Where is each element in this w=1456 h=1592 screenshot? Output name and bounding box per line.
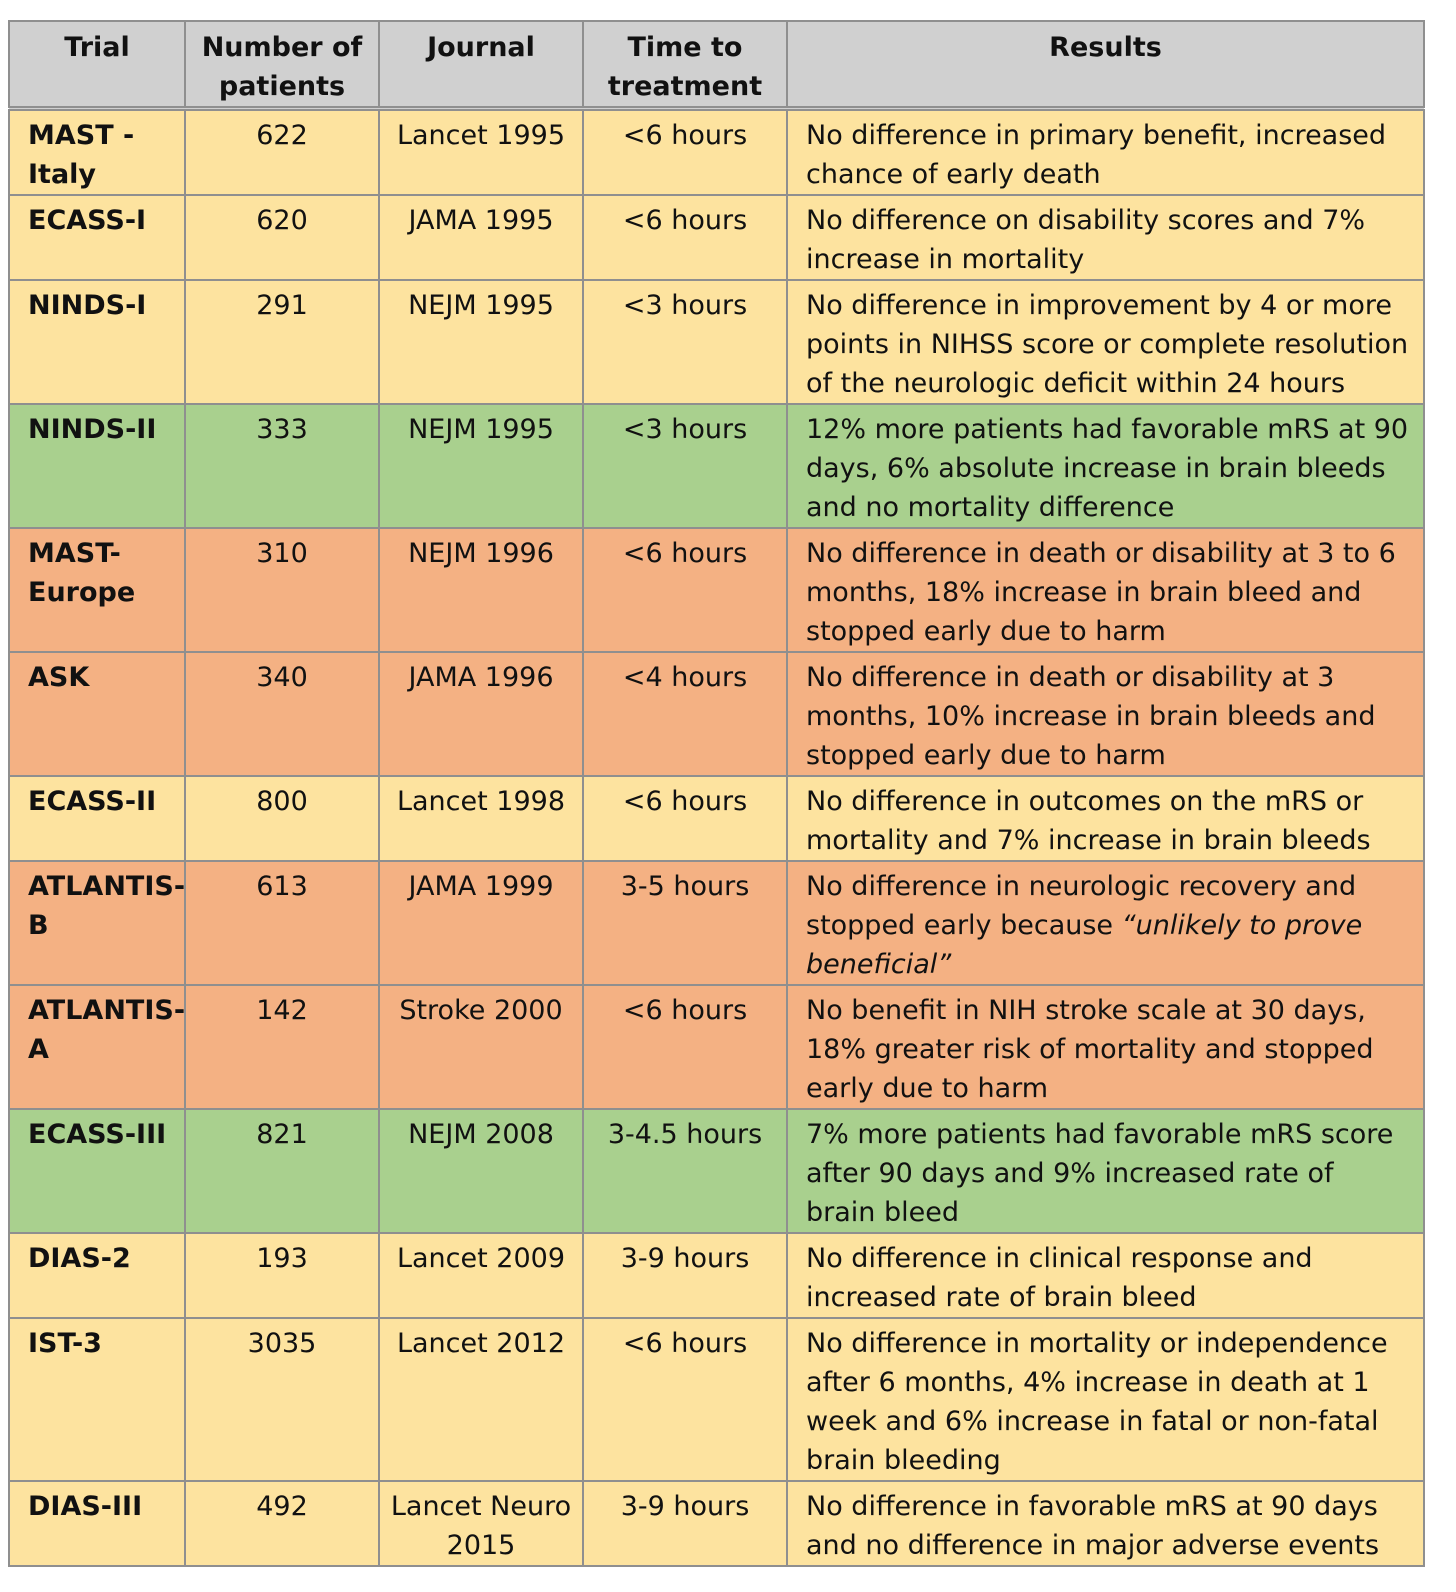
time-cell: <6 hours: [583, 776, 787, 861]
trial-cell: ECASS-I: [9, 195, 185, 280]
time-cell: <4 hours: [583, 652, 787, 776]
table-row: [9, 776, 1424, 861]
trial-cell: NINDS-I: [9, 280, 185, 404]
table-row: [9, 195, 1424, 280]
table-row: [9, 109, 1424, 196]
results-cell: [787, 1481, 1424, 1566]
time-cell: <3 hours: [583, 404, 787, 528]
results-text: No difference in improvement by 4 or more points in NIHSS score or complete resolution of the neurologic deficit within 24 hours: [806, 290, 1409, 399]
results-cell: [787, 652, 1424, 776]
journal-cell: NEJM 1995: [379, 280, 583, 404]
header-time: Time to treatment: [583, 21, 787, 109]
patients-cell: 310: [185, 528, 379, 652]
patients-cell: 291: [185, 280, 379, 404]
patients-cell: 613: [185, 861, 379, 985]
trial-cell: IST-3: [9, 1318, 185, 1481]
header-results: Results: [787, 21, 1424, 109]
trial-cell: DIAS-2: [9, 1233, 185, 1318]
trial-cell: ASK: [9, 652, 185, 776]
patients-cell: 142: [185, 985, 379, 1109]
results-cell: [787, 528, 1424, 652]
patients-cell: 622: [185, 109, 379, 196]
results-cell: [787, 776, 1424, 861]
results-cell: [787, 195, 1424, 280]
header-patients: Number of patients: [185, 21, 379, 109]
time-cell: 3-5 hours: [583, 861, 787, 985]
time-cell: 3-9 hours: [583, 1481, 787, 1566]
journal-cell: NEJM 1995: [379, 404, 583, 528]
table-row: [9, 1318, 1424, 1481]
journal-cell: NEJM 2008: [379, 1109, 583, 1233]
journal-cell: Stroke 2000: [379, 985, 583, 1109]
results-text: No difference in mortality or independence after 6 months, 4% increase in death at 1 week and 6% increase in fatal or non-fatal brain bleeding: [806, 1328, 1388, 1476]
results-text: 12% more patients had favorable mRS at 90 days, 6% absolute increase in brain bleeds and no mortality difference: [806, 414, 1409, 523]
time-cell: 3-4.5 hours: [583, 1109, 787, 1233]
time-cell: <6 hours: [583, 109, 787, 196]
results-cell: [787, 985, 1424, 1109]
time-cell: <6 hours: [583, 528, 787, 652]
patients-cell: 3035: [185, 1318, 379, 1481]
results-cell: [787, 861, 1424, 985]
thrombolysis-trials-table: [8, 20, 1425, 1567]
table-row: [9, 1233, 1424, 1318]
results-text: No difference in clinical response and increased rate of brain bleed: [806, 1243, 1313, 1313]
patients-cell: 800: [185, 776, 379, 861]
table-row: [9, 985, 1424, 1109]
journal-cell: JAMA 1996: [379, 652, 583, 776]
table-row: [9, 1481, 1424, 1566]
table-row: [9, 404, 1424, 528]
header-journal: Journal: [379, 21, 583, 109]
table-row: [9, 528, 1424, 652]
results-quote: “unlikely to prove beneficial”: [806, 910, 1363, 980]
journal-cell: Lancet 1995: [379, 109, 583, 196]
journal-cell: Lancet 2009: [379, 1233, 583, 1318]
results-text: No difference in primary benefit, increased chance of early death: [806, 120, 1387, 190]
journal-cell: JAMA 1999: [379, 861, 583, 985]
patients-cell: 620: [185, 195, 379, 280]
results-cell: [787, 1233, 1424, 1318]
table-row: [9, 652, 1424, 776]
time-cell: <3 hours: [583, 280, 787, 404]
time-cell: 3-9 hours: [583, 1233, 787, 1318]
trial-cell: ECASS-III: [9, 1109, 185, 1233]
trial-cell: ECASS-II: [9, 776, 185, 861]
header-trial: Trial: [9, 21, 185, 109]
results-text: 7% more patients had favorable mRS score after 90 days and 9% increased rate of brain bleed: [806, 1119, 1394, 1228]
results-cell: [787, 280, 1424, 404]
trial-cell: MAST - Italy: [9, 109, 185, 196]
results-text: No difference in favorable mRS at 90 days and no difference in major adverse events: [806, 1491, 1380, 1561]
results-cell: [787, 109, 1424, 196]
journal-cell: JAMA 1995: [379, 195, 583, 280]
trials-table-wrapper: [8, 20, 1423, 1567]
patients-cell: 193: [185, 1233, 379, 1318]
patients-cell: 492: [185, 1481, 379, 1566]
trial-cell: ATLANTIS-B: [9, 861, 185, 985]
results-text: No difference on disability scores and 7% increase in mortality: [806, 205, 1366, 275]
journal-cell: Lancet 1998: [379, 776, 583, 861]
results-text: No difference in death or disability at 3 months, 10% increase in brain bleeds and stopped early due to harm: [806, 662, 1376, 771]
patients-cell: 821: [185, 1109, 379, 1233]
table-row: [9, 1109, 1424, 1233]
trial-cell: ATLANTIS-A: [9, 985, 185, 1109]
patients-cell: 333: [185, 404, 379, 528]
journal-cell: Lancet Neuro 2015: [379, 1481, 583, 1566]
journal-cell: NEJM 1996: [379, 528, 583, 652]
trial-cell: MAST-Europe: [9, 528, 185, 652]
table-row: [9, 861, 1424, 985]
results-cell: [787, 1109, 1424, 1233]
results-cell: [787, 404, 1424, 528]
time-cell: <6 hours: [583, 985, 787, 1109]
trial-cell: NINDS-II: [9, 404, 185, 528]
trial-cell: DIAS-III: [9, 1481, 185, 1566]
table-body: [9, 109, 1424, 1567]
patients-cell: 340: [185, 652, 379, 776]
table-row: [9, 280, 1424, 404]
results-text: No difference in outcomes on the mRS or mortality and 7% increase in brain bleeds: [806, 786, 1371, 856]
results-text: No difference in neurologic recovery and stopped early because: [806, 871, 1357, 941]
header-row: [9, 21, 1424, 109]
results-text: No difference in death or disability at 3 to 6 months, 18% increase in brain bleed and stopped early due to harm: [806, 538, 1396, 647]
time-cell: <6 hours: [583, 195, 787, 280]
journal-cell: Lancet 2012: [379, 1318, 583, 1481]
results-cell: [787, 1318, 1424, 1481]
results-text: No benefit in NIH stroke scale at 30 days, 18% greater risk of mortality and stopped early due to harm: [806, 995, 1374, 1104]
time-cell: <6 hours: [583, 1318, 787, 1481]
